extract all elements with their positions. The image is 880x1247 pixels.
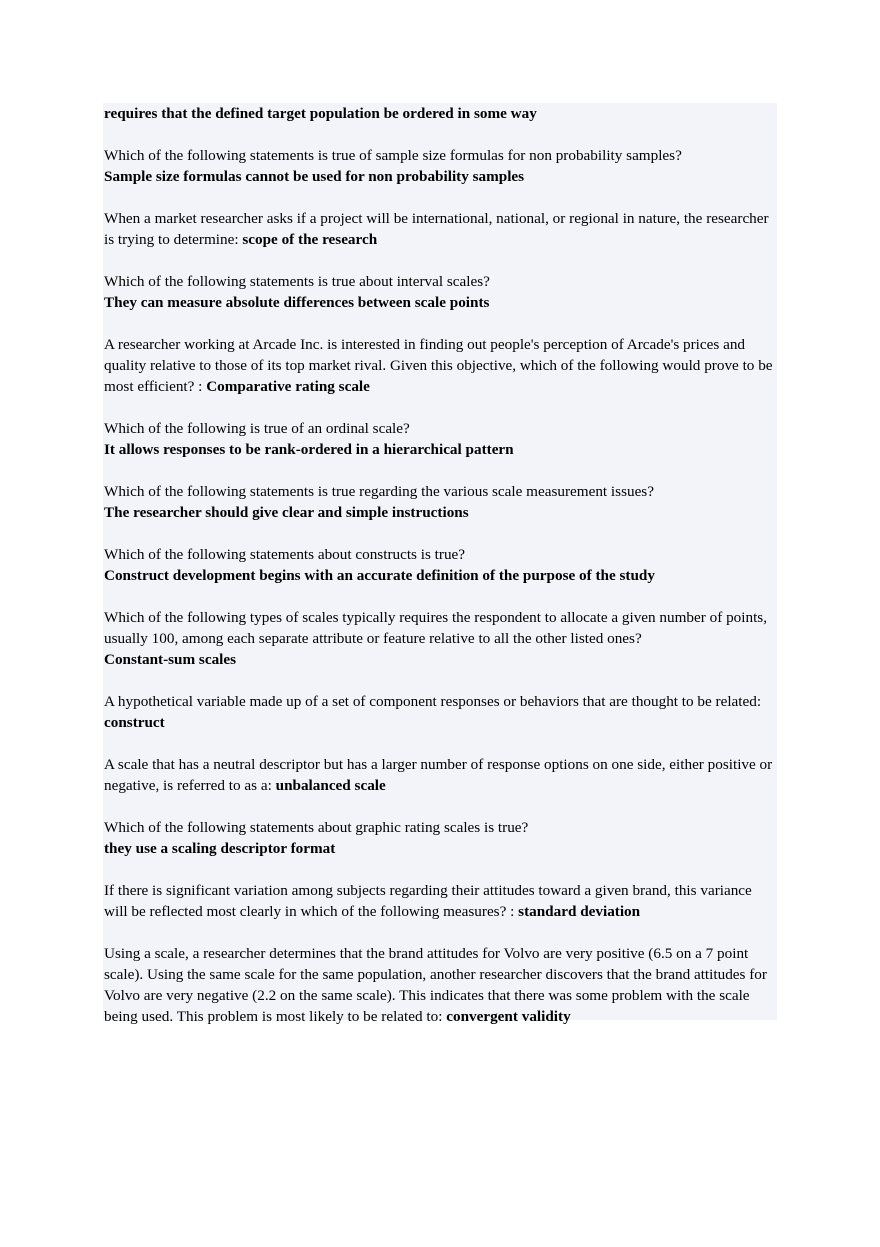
answer-text: Constant-sum scales	[104, 651, 237, 668]
answer-text: scope of the research	[242, 231, 378, 248]
qa-item	[104, 691, 777, 733]
question-text: If there is significant variation among subjects regarding their attitudes toward a given brand, this variance will be reflected most clearly in which of the following measures? :	[104, 882, 752, 920]
qa-item	[104, 418, 777, 460]
answer-text: The researcher should give clear and simple instructions	[104, 504, 469, 521]
qa-item	[104, 271, 777, 313]
question-text: Which of the following statements is true of sample size formulas for non probability samples?	[104, 147, 682, 164]
qa-item	[104, 880, 777, 922]
question-text: Which of the following types of scales typically requires the respondent to allocate a given number of points, usually 100, among each separate attribute or feature relative to all the other listed ones?	[104, 609, 767, 647]
qa-item	[104, 943, 777, 1027]
qa-item	[104, 607, 777, 670]
qa-item	[104, 334, 777, 397]
question-text: A hypothetical variable made up of a set of component responses or behaviors that are thought to be related:	[104, 693, 762, 710]
qa-item	[104, 481, 777, 523]
answer-text: Comparative rating scale	[206, 378, 370, 395]
question-text: Using a scale, a researcher determines that the brand attitudes for Volvo are very positive (6.5 on a 7 point scale). Using the same scale for the same population, another researcher discovers that the brand attitudes for Volvo are very negative (2.2 on the same scale). This indicates that there was some problem with the scale being used. This problem is most likely to be related to:	[104, 945, 767, 1025]
question-text: Which of the following statements about graphic rating scales is true?	[104, 819, 529, 836]
answer-text: unbalanced scale	[275, 777, 386, 794]
question-text: Which of the following statements is true regarding the various scale measurement issues?	[104, 483, 654, 500]
answer-text: they use a scaling descriptor format	[104, 840, 336, 857]
answer-text: convergent validity	[446, 1008, 571, 1025]
answer-text: Construct development begins with an accurate definition of the purpose of the study	[104, 567, 655, 584]
question-text: Which of the following statements about constructs is true?	[104, 546, 466, 563]
qa-item	[104, 544, 777, 586]
question-text: A scale that has a neutral descriptor but has a larger number of response options on one side, either positive or negative, is referred to as a:	[104, 756, 773, 794]
answer-text: construct	[104, 714, 165, 731]
question-text: Which of the following is true of an ordinal scale?	[104, 420, 410, 437]
answer-text: They can measure absolute differences between scale points	[104, 294, 490, 311]
answer-text: standard deviation	[518, 903, 641, 920]
qa-item	[104, 754, 777, 796]
answer-text: It allows responses to be rank-ordered in a hierarchical pattern	[104, 441, 514, 458]
qa-item	[104, 817, 777, 859]
question-text: Which of the following statements is true about interval scales?	[104, 273, 490, 290]
lead-answer: requires that the defined target population be ordered in some way	[104, 105, 537, 122]
text-column	[103, 103, 777, 1027]
document-body	[103, 103, 777, 1025]
qa-item	[104, 208, 777, 250]
qa-item	[104, 145, 777, 187]
answer-text: Sample size formulas cannot be used for non probability samples	[104, 168, 525, 185]
question-text: A researcher working at Arcade Inc. is interested in finding out people's perception of Arcade's prices and quality relative to those of its top market rival. Given this objective, which of the following would prove to be most efficient? :	[104, 336, 773, 395]
question-text: When a market researcher asks if a project will be international, national, or regional in nature, the researcher is trying to determine:	[104, 210, 769, 248]
